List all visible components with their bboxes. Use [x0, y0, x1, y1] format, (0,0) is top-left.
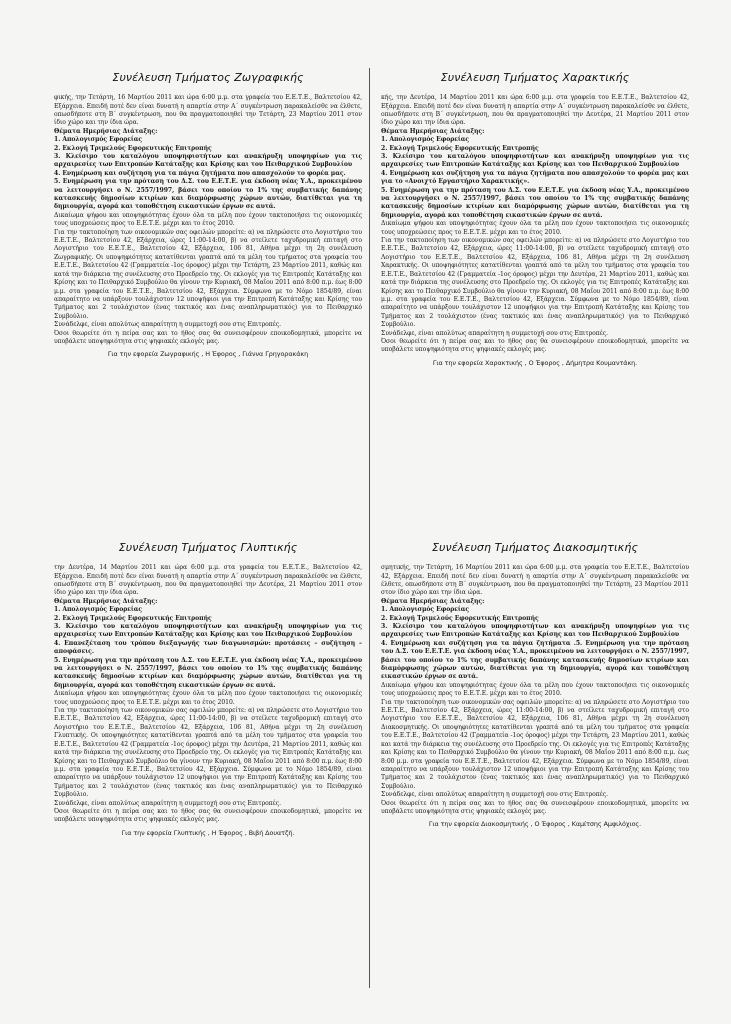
section-painting: [54, 70, 362, 359]
section-paragraph: την Δευτέρα, 14 Μαρτίου 2011 και ώρα 6:00 μ.μ. στα γραφεία του Ε.Ε.Τ.Ε., Βαλτετσίου 42, Εξάρχεια. Επειδή ποτέ δεν είναι δυνατή η απαρτία στην Α΄ συγκέντρωση παρακαλείσθε να έλθετε, οπωσδήποτε στη Β΄ συγκέντρωση, που θα πραγματοποιηθεί την Δευτέρα, 21 Μαρτίου 2011 στον ίδιο χώρο και την ίδια ώρα.: [54, 564, 362, 597]
section-paragraph: 2. Εκλογή Τριμελούς Εφορευτικής Επιτροπής: [54, 144, 212, 152]
section-paragraph: 5. Ενημέρωση για την πρόταση του Δ.Σ. του Ε.Ε.Τ.Ε. για έκδοση νέας Υ.Α., προκειμένου να λειτουργήσει ο Ν. 2557/1997, βάσει του οποίου το 1% της συμβατικής δαπάνης κατασκευής δημοσίων κτιρίων και διαμόρφωσης χώρων αυτών, διατίθεται για τη δημιουργία, αγορά και τοποθέτηση εικαστικών έργων σε αυτά.: [54, 656, 362, 689]
section-paragraph: 2. Εκλογή Τριμελούς Εφορευτικής Επιτροπής: [381, 144, 539, 152]
section-paragraph: φικής, την Τετάρτη, 16 Μαρτίου 2011 και ώρα 6:00 μ.μ. στα γραφεία του Ε.Ε.Τ.Ε., Βαλτετσίου 42, Εξάρχεια. Επειδή ποτέ δεν είναι δυνατή η απαρτία στην Α΄ συγκέντρωση παρακαλείσθε να έλθετε, οπωσδήποτε στη Β΄ συγκέντρωση, που θα πραγματοποιηθεί την Τετάρτη, 23 Μαρτίου 2011 στον ίδιο χώρο και την ίδια ώρα.: [54, 94, 362, 127]
section-paragraph: Δικαίωμα ψήφου και υποψηφιότητας έχουν όλα τα μέλη που έχουν τακτοποιήσει τις οικονομικές τους υποχρεώσεις προς το Ε.Ε.Τ.Ε. μέχρι και το έτος 2010.: [381, 220, 689, 236]
section-body: [381, 94, 689, 355]
section-paragraph: Δικαίωμα ψήφου και υποψηφιότητας έχουν όλα τα μέλη που έχουν τακτοποιήσει τις οικονομικές τους υποχρεώσεις προς το Ε.Ε.Τ.Ε. μέχρι και το έτος 2010.: [54, 690, 362, 706]
section-paragraph: 3. Κλείσιμο του καταλόγου υποψηφιοτήτων και ανακήρυξη υποψηφίων για τις αρχαιρεσίες των Επιτροπών Κατάταξης και Κρίσης και του Πειθαρχικού Συμβουλίου: [54, 153, 362, 169]
section-paragraph: Όσοι θεωρείτε ότι η πείρα σας και το ήθος σας θα συνεισφέρουν εποικοδομητικά, μπορείτε να υποβάλετε υποψηφιότητα στις ψηφιακές εκλογές μας.: [381, 799, 689, 815]
section-signature: Για την εφορεία Χαρακτικής , Ο Έφορος , Δήμητρα Κουμαντάκη.: [432, 358, 638, 367]
section-paragraph: 2. Εκλογή Τριμελούς Εφορευτικής Επιτροπής: [54, 614, 212, 622]
section-paragraph: 1. Απολογισμός Εφορείας: [54, 606, 143, 614]
section-paragraph: Συνάδελφε, είναι απολύτως απαραίτητη η συμμετοχή σου στις Επιτροπές.: [381, 791, 609, 799]
section-paragraph: 4. Ενημέρωση και συζήτηση για τα πάγια ζητήματα που απασχολούν το φορέα μας και για το «Ανοιχτό Εργαστήριο Χαρακτικής».: [381, 169, 689, 186]
section-paragraph: κής, την Δευτέρα, 14 Μαρτίου 2011 και ώρα 6:00 μ.μ. στα γραφεία του Ε.Ε.Τ.Ε., Βαλτετσίου 42, Εξάρχεια. Επειδή ποτέ δεν είναι δυνατή η απαρτία στην Α΄ συγκέντρωση παρακαλείσθε να έλθετε, οπωσδήποτε στη Β΄ συγκέντρωση, που θα πραγματοποιηθεί την Δευτέρα, 21 Μαρτίου 2011 στον ίδιο χώρο και την ίδια ώρα.: [381, 94, 689, 127]
section-paragraph: 3. Κλείσιμο του καταλόγου υποψηφιοτήτων και ανακήρυξη υποψηφίων για τις αρχαιρεσίες των Επιτροπών Κατάταξης και Κρίσης και του Πειθαρχικού Συμβουλίου: [54, 623, 362, 639]
section-paragraph: 3. Κλείσιμο του καταλόγου υποψηφιοτήτων και ανακήρυξη υποψηφίων για τις αρχαιρεσίες των Επιτροπών Κατάταξης και Κρίσης και του Πειθαρχικού Συμβουλίου: [381, 153, 689, 169]
section-signature: Για την εφορεία Ζωγραφικής , Η Έφορος , Γιάννα Γρηγορακάκη: [107, 350, 309, 359]
section-paragraph: 5. Ενημέρωση για την πρόταση του Δ.Σ. του Ε.Ε.Τ.Ε. για έκδοση νέας Υ.Α., προκειμένου να λειτουργήσει ο Ν. 2557/1997, βάσει του οποίου το 1% της συμβατικής δαπάνης κατασκευής δημοσίων κτιρίων και διαμόρφωσης χώρων αυτών, διατίθεται για τη δημιουργία, αγορά και τοποθέτηση εικαστικών έργων σε αυτά.: [381, 186, 689, 219]
section-body: [54, 94, 362, 346]
section-title: Συνέλευση Τμήματος Διακοσμητικής: [431, 541, 639, 554]
section-signature: Για την εφορεία Διακοσμητικής , Ο Έφορος , Καμίτσης Αμφιλόχιος.: [428, 820, 642, 829]
section-decorative: [381, 540, 689, 829]
section-paragraph: Θέματα Ημερήσιας Διάταξης:: [381, 127, 485, 135]
section-paragraph: 1. Απολογισμός Εφορείας: [54, 136, 143, 144]
section-sculpture: [54, 540, 362, 838]
section-paragraph: Συνάδελφε, είναι απολύτως απαραίτητη η συμμετοχή σου στις Επιτροπές.: [54, 799, 282, 807]
section-paragraph: Για την τακτοποίηση των οικονομικών σας οφειλών μπορείτε: α) να πληρώσετε στο Λογιστήριο του Ε.Ε.Τ.Ε., Βαλτετσίου 42, Εξάρχεια, ώρες 11:00-14:00, β) να στείλετε ταχυδρομική επιταγή στο Λογιστήριο του Ε.Ε.Τ.Ε., Βαλτετσίου 42, Εξάρχεια, 106 81, Αθήνα μέχρι τη 2η συνέλευση Ζωγραφικής. Οι υποψηφιότητες κατατίθενται γραπτά από τα μέλη του τμήματος στα γραφεία του Ε.Ε.Τ.Ε., Βαλτετσίου 42 (Γραμματεία -1ος όροφος) μέχρι την Τετάρτη, 23 Μαρτίου 2011, καθώς και κατά την διάρκεια της συνέλευσης στο Προεδρείο της. Οι εκλογές για τις Επιτροπές Κατάταξης και Κρίσης και το Πειθαρχικό Συμβούλιο θα γίνουν την Κυριακή, 08 Μαΐου 2011 από 8:00 π.μ. έως 8:00 μ.μ. στα γραφεία του Ε.Ε.Τ.Ε., Βαλτετσίου 42, Εξάρχεια. Σύμφωνα με το Νόμο 1854/89, είναι απαραίτητο να υπάρξουν τουλάχιστον 12 υποψήφιοι για την Επιτροπή Κατάταξης και Κρίσης του Τμήματος και 2 τουλάχιστον (ένας τακτικός και ένας αναπληρωματικός) για το Πειθαρχικό Συμβούλιο.: [54, 228, 362, 320]
section-paragraph: Για την τακτοποίηση των οικονομικών σας οφειλών μπορείτε: α) να πληρώσετε στο Λογιστήριο του Ε.Ε.Τ.Ε., Βαλτετσίου 42, Εξάρχεια, ώρες 11:00-14:00, β) να στείλετε ταχυδρομική επιταγή στο Λογιστήριο του Ε.Ε.Τ.Ε., Βαλτετσίου 42, Εξάρχεια, 106 81, Αθήνα μέχρι τη 2η συνέλευση Γλυπτικής. Οι υποψηφιότητες κατατίθενται γραπτά από τα μέλη του τμήματος στα γραφεία του Ε.Ε.Τ.Ε., Βαλτετσίου 42 (Γραμματεία -1ος όροφος) μέχρι την Δευτέρα, 21 Μαρτίου 2011, καθώς και κατά την διάρκεια της συνέλευσης στο Προεδρείο της. Οι εκλογές για τις Επιτροπές Κατάταξης και Κρίσης και το Πειθαρχικό Συμβούλιο θα γίνουν την Κυριακή, 08 Μαΐου 2011 από 8:00 π.μ. έως 8:00 μ.μ. στα γραφεία του Ε.Ε.Τ.Ε., Βαλτετσίου 42, Εξάρχεια. Σύμφωνα με το Νόμο 1854/89, είναι απαραίτητο να υπάρξουν τουλάχιστον 12 υποψήφιοι για την Επιτροπή Κατάταξης και Κρίσης του Τμήματος και 2 τουλάχιστον (ένας τακτικός και ένας αναπληρωματικός) για το Πειθαρχικό Συμβούλιο.: [54, 707, 362, 799]
section-paragraph: 4. Ενημέρωση και συζήτηση για τα πάγια ζητήματα .5. Ενημέρωση για την πρόταση του Δ.Σ. του Ε.Ε.Τ.Ε. για έκδοση νέας Υ.Α., προκειμένου να λειτουργήσει ο Ν. 2557/1997, βάσει του οποίου το 1% της συμβατικής δαπάνης κατασκευής δημοσίων κτιρίων και διαμόρφωσης χώρων αυτών, διατίθεται για τη δημιουργία, αγορά και τοποθέτηση εικαστικών έργων σε αυτά.: [381, 639, 689, 681]
section-paragraph: Δικαίωμα ψήφου και υποψηφιότητας έχουν όλα τα μέλη που έχουν τακτοποιήσει τις οικονομικές τους υποχρεώσεις προς το Ε.Ε.Τ.Ε. μέχρι και το έτος 2010.: [381, 681, 689, 698]
section-signature: Για την εφορεία Γλυπτικής , Η Έφορος , Βιβή Δουατζή.: [121, 828, 295, 837]
section-body: [54, 564, 362, 825]
section-paragraph: 1. Απολογισμός Εφορείας: [381, 136, 470, 144]
section-body: [381, 564, 689, 816]
column-divider: [369, 68, 370, 988]
section-paragraph: Θέματα Ημερήσιας Διάταξης:: [54, 597, 158, 605]
section-paragraph: Για την τακτοποίηση των οικονομικών σας οφειλών μπορείτε: α) να πληρώσετε στο Λογιστήριο του Ε.Ε.Τ.Ε., Βαλτετσίου 42, Εξάρχεια, ώρες 11:00-14:00, β) να στείλετε ταχυδρομική επιταγή στο Λογιστήριο του Ε.Ε.Τ.Ε., Βαλτετσίου 42, Εξάρχεια, 106 81, Αθήνα μέχρι τη 2η συνέλευση Χαρακτικής. Οι υποψηφιότητες κατατίθενται γραπτά από τα μέλη του τμήματος στα γραφεία του Ε.Ε.Τ.Ε., Βαλτετσίου 42 (Γραμματεία -1ος όροφος) μέχρι την Δευτέρα, 21 Μαρτίου 2011, καθώς και κατά την διάρκεια της συνέλευσης στο Προεδρείο της. Οι εκλογές για τις Επιτροπές Κατάταξης και Κρίσης και το Πειθαρχικό Συμβούλιο θα γίνουν την Κυριακή, 08 Μαΐου 2011 από 8:00 π.μ. έως 8:00 μ.μ. στα γραφεία του Ε.Ε.Τ.Ε., Βαλτετσίου 42, Εξάρχεια. Σύμφωνα με το Νόμο 1854/89, είναι απαραίτητο να υπάρξουν τουλάχιστον 12 υποψήφιοι για την Επιτροπή Κατάταξης και Κρίσης του Τμήματος και 2 τουλάχιστον (ένας τακτικός και ένας αναπληρωματικός) για το Πειθαρχικό Συμβούλιο.: [381, 237, 689, 329]
section-title: Συνέλευση Τμήματος Χαρακτικής: [440, 71, 630, 84]
section-paragraph: Συνάδελφε, είναι απολύτως απαραίτητη η συμμετοχή σου στις Επιτροπές.: [54, 321, 282, 329]
section-paragraph: Όσοι θεωρείτε ότι η πείρα σας και το ήθος σας θα συνεισφέρουν εποικοδομητικά, μπορείτε να υποβάλετε υποψηφιότητα στις ψηφιακές εκλογές μας.: [54, 807, 362, 824]
section-paragraph: Όσοι θεωρείτε ότι η πείρα σας και το ήθος σας θα συνεισφέρουν εποικοδομητικά, μπορείτε να υποβάλετε υποψηφιότητα στις ψηφιακές εκλογές μας.: [381, 337, 689, 354]
section-paragraph: 2. Εκλογή Τριμελούς Εφορευτικής Επιτροπής: [381, 614, 539, 622]
section-paragraph: Για την τακτοποίηση των οικονομικών σας οφειλών μπορείτε: α) να πληρώσετε στο Λογιστήριο του Ε.Ε.Τ.Ε., Βαλτετσίου 42, Εξάρχεια, ώρες 11:00-14:00, β) να στείλετε ταχυδρομική επιταγή στο Λογιστήριο του Ε.Ε.Τ.Ε., Βαλτετσίου 42, Εξάρχεια, 106 81, Αθήνα μέχρι τη 2η συνέλευση Διακοσμητικής. Οι υποψηφιότητες κατατίθενται γραπτά από τα μέλη του τμήματος στα γραφεία του Ε.Ε.Τ.Ε., Βαλτετσίου 42 (Γραμματεία -1ος όροφος) μέχρι την Τετάρτη, 23 Μαρτίου 2011, καθώς και κατά την διάρκεια της συνέλευσης στο Προεδρείο της. Οι εκλογές για τις Επιτροπές Κατάταξης και Κρίσης και το Πειθαρχικό Συμβούλιο θα γίνουν την Κυριακή, 08 Μαΐου 2011 από 8:00 π.μ. έως 8:00 μ.μ. στα γραφεία του Ε.Ε.Τ.Ε., Βαλτετσίου 42, Εξάρχεια. Σύμφωνα με το Νόμο 1854/89, είναι απαραίτητο να υπάρξουν τουλάχιστον 12 υποψήφιοι για την Επιτροπή Κατάταξης και Κρίσης του Τμήματος και 2 τουλάχιστον (ένας τακτικός και ένας αναπληρωματικός) για το Πειθαρχικό Συμβούλιο.: [381, 698, 689, 790]
section-paragraph: 3. Κλείσιμο του καταλόγου υποψηφιοτήτων και ανακήρυξη υποψηφίων για τις αρχαιρεσίες των Επιτροπών Κατάταξης και Κρίσης και του Πειθαρχικού Συμβουλίου: [381, 623, 689, 639]
section-title: Συνέλευση Τμήματος Γλυπτικής: [118, 541, 298, 554]
section-paragraph: Θέματα Ημερήσιας Διάταξης:: [381, 597, 485, 605]
section-engraving: [381, 70, 689, 368]
section-title: Συνέλευση Τμήματος Ζωγραφικής: [112, 71, 304, 84]
section-paragraph: 1. Απολογισμός Εφορείας: [381, 606, 470, 614]
section-paragraph: 4. Επανεξέταση του τρόπου διεξαγωγής των διαγωνισμών: προτάσεις – συζήτηση – αποφάσεις.: [54, 639, 362, 656]
section-paragraph: 5. Ενημέρωση για την πρόταση του Δ.Σ. του Ε.Ε.Τ.Ε. για έκδοση νέας Υ.Α., προκειμένου να λειτουργήσει ο Ν. 2557/1997, βάσει του οποίου το 1% της συμβατικής δαπάνης κατασκευής δημοσίων κτιρίων και διαμόρφωσης χώρων αυτών, διατίθεται για τη δημιουργία, αγορά και τοποθέτηση εικαστικών έργων σε αυτά.: [54, 178, 362, 211]
section-paragraph: Θέματα Ημερήσιας Διάταξης:: [54, 127, 158, 135]
section-paragraph: Όσοι θεωρείτε ότι η πείρα σας και το ήθος σας θα συνεισφέρουν εποικοδομητικά, μπορείτε να υποβάλετε υποψηφιότητα στις ψηφιακές εκλογές μας.: [54, 329, 362, 345]
section-paragraph: 4. Ενημέρωση και συζήτηση για τα πάγια ζητήματα που απασχολούν το φορέα μας.: [54, 169, 346, 177]
section-paragraph: σμητικής, την Τετάρτη, 16 Μαρτίου 2011 και ώρα 6:00 μ.μ. στα γραφεία του Ε.Ε.Τ.Ε., Βαλτετσίου 42, Εξάρχεια. Επειδή ποτέ δεν είναι δυνατή η απαρτία στην Α΄ συγκέντρωση παρακαλείσθε να έλθετε, οπωσδήποτε στη Β΄ συγκέντρωση, που θα πραγματοποιηθεί την Τετάρτη, 23 Μαρτίου 2011 στον ίδιο χώρο και την ίδια ώρα.: [381, 564, 689, 597]
section-paragraph: Συνάδελφε, είναι απολύτως απαραίτητη η συμμετοχή σου στις Επιτροπές.: [381, 329, 609, 337]
section-paragraph: Δικαίωμα ψήφου και υποψηφιότητας έχουν όλα τα μέλη που έχουν τακτοποιήσει τις οικονομικές τους υποχρεώσεις προς το Ε.Ε.Τ.Ε. μέχρι και το έτος 2010.: [54, 211, 362, 228]
